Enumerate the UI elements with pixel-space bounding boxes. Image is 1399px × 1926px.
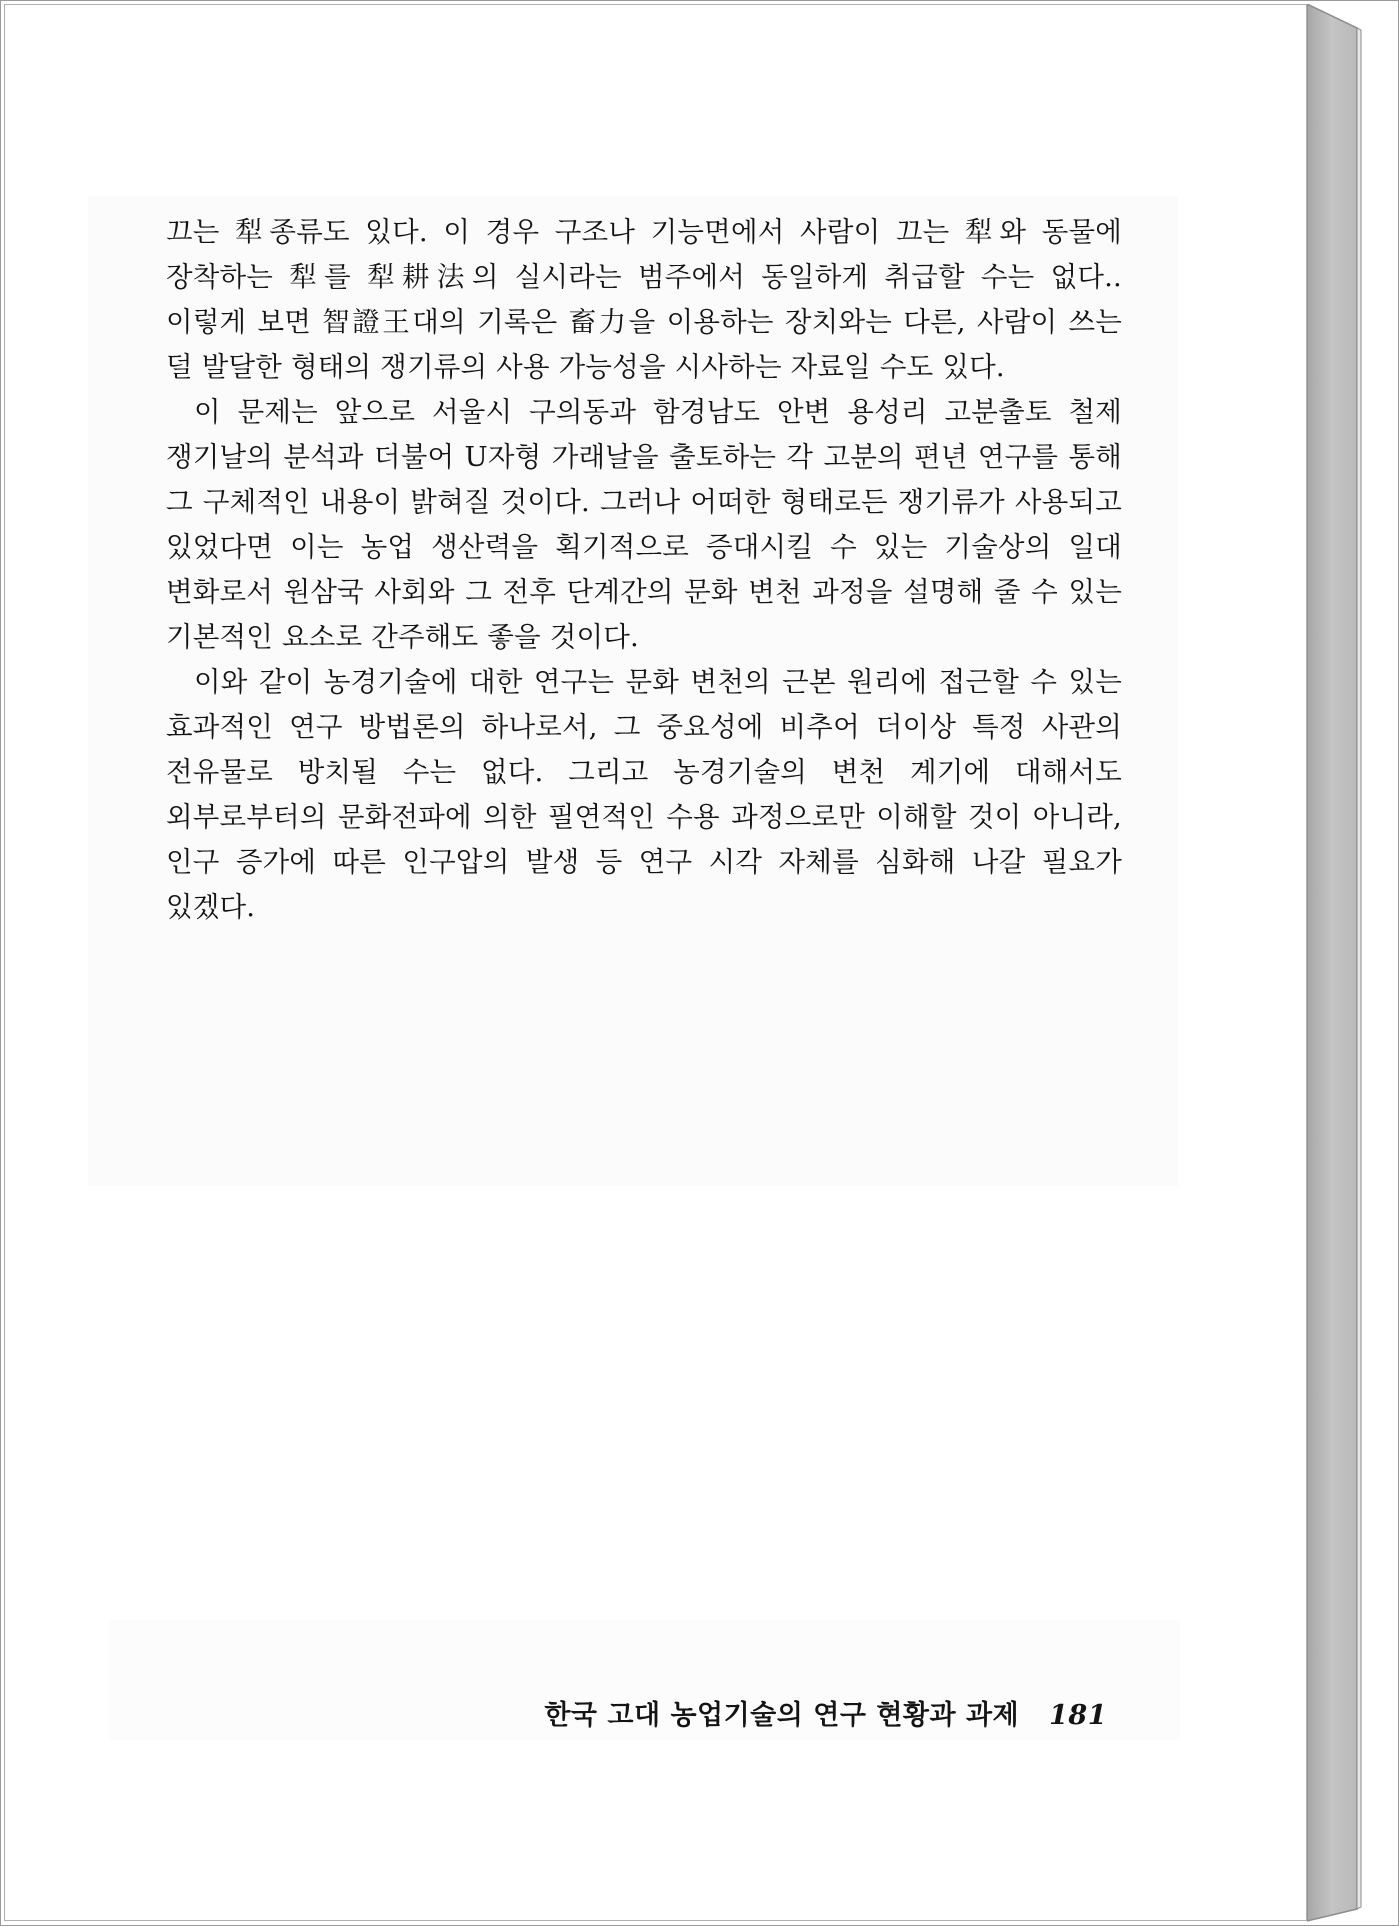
paragraph-2: 이 문제는 앞으로 서울시 구의동과 함경남도 안변 용성리 고분출토 철제 쟁기날의 분석과 더불어 U자형 가래날을 출토하는 각 고분의 편년 연구를 통해 그 구체적인 내용이 밝혀질 것이다. 그러나 어떠한 형태로든 쟁기류가 사용되고 있었다면 이는 농업 생산력을 획기적으로 증대시킬 수 있는 기술상의 일대 변화로서 원삼국 사회와 그 전후 단계간의 문화 변천 과정을 설명해 줄 수 있는 기본적인 요소로 간주해도 좋을 것이다. xyxy=(166,396,1122,653)
paragraph-1: 끄는 犁종류도 있다. 이 경우 구조나 기능면에서 사람이 끄는 犁와 동물에 장착하는 犁를 犁耕法의 실시라는 범주에서 동일하게 취급할 수는 없다.. 이렇게 보면 智證王대의 기록은 畜力을 이용하는 장치와는 다른, 사람이 쓰는 덜 발달한 형태의 쟁기류의 사용 가능성을 시사하는 자료일 수도 있다. xyxy=(166,216,1122,383)
book-side-edge-graphic xyxy=(1307,4,1399,1926)
paragraph-3: 이와 같이 농경기술에 대한 연구는 문화 변천의 근본 원리에 접근할 수 있는 효과적인 연구 방법론의 하나로서, 그 중요성에 비추어 더이상 특정 사관의 전유물로 방치될 수는 없다. 그리고 농경기술의 변천 계기에 대해서도 외부로부터의 문화전파에 의한 필연적인 수용 과정으로만 이해할 것이 아니라, 인구 증가에 따른 인구압의 발생 등 연구 시각 자체를 심화해 나갈 필요가 있겠다. xyxy=(166,666,1122,923)
running-footer xyxy=(544,1693,1107,1732)
page-number: 181 xyxy=(1049,1700,1107,1731)
running-title: 한국 고대 농업기술의 연구 현황과 과제 xyxy=(544,1700,1020,1731)
body-text xyxy=(166,210,1122,930)
